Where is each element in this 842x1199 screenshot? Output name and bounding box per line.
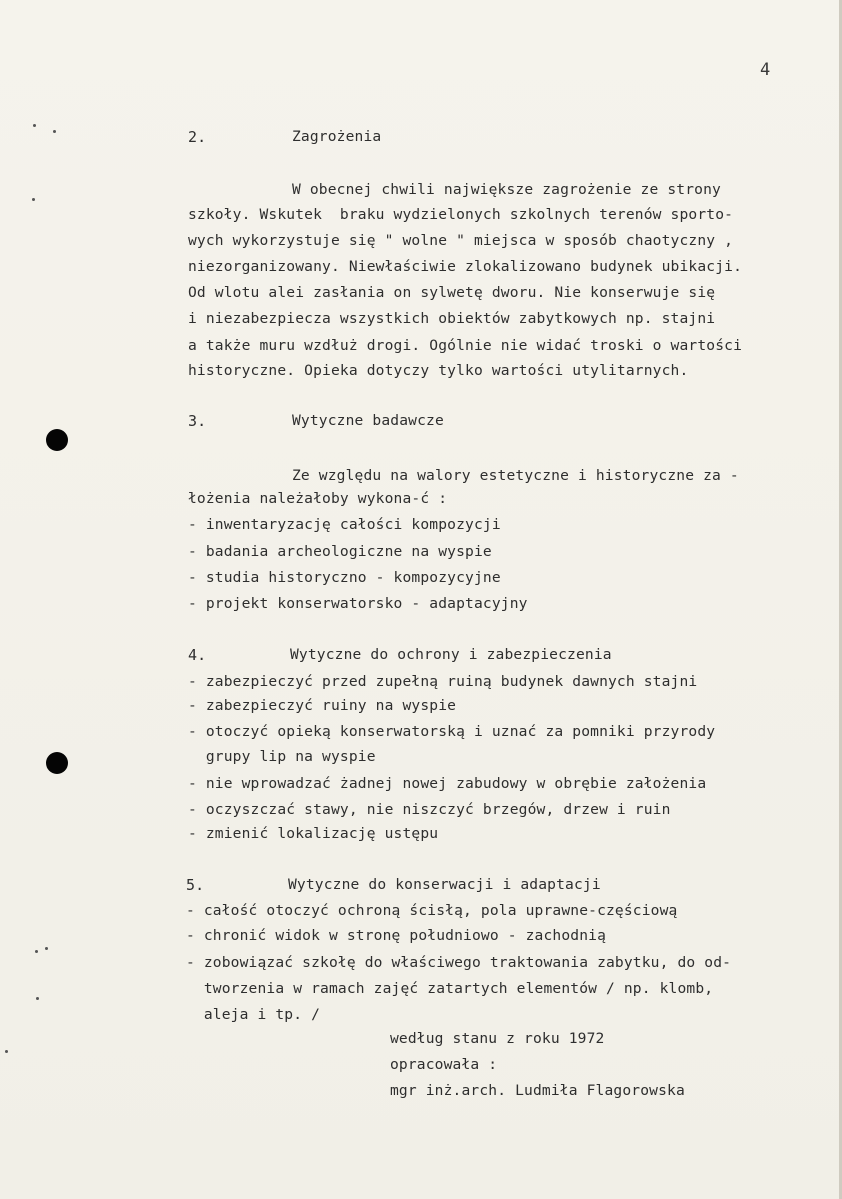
section-5-list-item: aleja i tp. / — [186, 1006, 321, 1023]
section-4-title: Wytyczne do ochrony i zabezpieczenia — [290, 646, 612, 663]
section-2-text-line: a także muru wzdłuż drogi. Ogólnie nie widać troski o wartości — [188, 337, 743, 354]
section-5-title: Wytyczne do konserwacji i adaptacji — [288, 876, 601, 893]
section-4-list-item: - zabezpieczyć ruiny na wyspie — [188, 697, 457, 714]
section-2-text-line: niezorganizowany. Niewłaściwie zlokalizowano budynek ubikacji. — [188, 258, 743, 275]
section-4-number: 4. — [188, 646, 207, 664]
section-5-list-item: - chronić widok w stronę południowo - zachodnią — [186, 927, 607, 944]
section-2-text-line: wych wykorzystuje się " wolne " miejsca w sposób chaotyczny , — [188, 232, 734, 249]
section-3-list-item: - badania archeologiczne na wyspie — [188, 543, 492, 560]
section-2-text-line: i niezabezpiecza wszystkich obiektów zabytkowych np. stajni — [188, 310, 716, 327]
signature-date-line: według stanu z roku 1972 — [390, 1030, 605, 1047]
section-3-title: Wytyczne badawcze — [292, 412, 444, 429]
section-4-list-item: - zmienić lokalizację ustępu — [188, 825, 439, 842]
section-3-number: 3. — [188, 412, 207, 430]
speck — [53, 130, 56, 133]
section-4-list-item: - zabezpieczyć przed zupełną ruiną budynek dawnych stajni — [188, 673, 698, 690]
section-4-list-item: - oczyszczać stawy, nie niszczyć brzegów, drzew i ruin — [188, 801, 671, 818]
speck — [5, 1050, 8, 1053]
section-5-list-item: - całość otoczyć ochroną ścisłą, pola uprawne-częściową — [186, 902, 678, 919]
speck — [32, 198, 35, 201]
speck — [33, 124, 36, 127]
section-5-list-item: - zobowiązać szkołę do właściwego traktowania zabytku, do od- — [186, 954, 732, 971]
section-2-number: 2. — [188, 128, 207, 146]
speck — [45, 947, 48, 950]
section-3-list-item: - projekt konserwatorsko - adaptacyjny — [188, 595, 528, 612]
section-2-text-line: Od wlotu alei zasłania on sylwetę dworu. Nie konserwuje się — [188, 284, 716, 301]
section-4-list-item: - nie wprowadzać żadnej nowej zabudowy w obrębie założenia — [188, 775, 707, 792]
punch-hole-top — [46, 429, 68, 451]
section-5-number: 5. — [186, 876, 205, 894]
section-4-list-item: - otoczyć opieką konserwatorską i uznać za pomniki przyrody — [188, 723, 716, 740]
section-2-text-line: historyczne. Opieka dotyczy tylko wartości utylitarnych. — [188, 362, 689, 379]
section-3-list-item: - inwentaryzację całości kompozycji — [188, 516, 501, 533]
signature-prepared-by: opracowała : — [390, 1056, 498, 1073]
punch-hole-bottom — [46, 752, 68, 774]
section-3-list-item: - studia historyczno - kompozycyjne — [188, 569, 501, 586]
page-number: 4 — [760, 60, 771, 80]
section-5-list-item: tworzenia w ramach zajęć zatartych elementów / np. klomb, — [186, 980, 714, 997]
signature-author: mgr inż.arch. Ludmiła Flagorowska — [390, 1082, 685, 1099]
section-2-text-line: szkoły. Wskutek braku wydzielonych szkolnych terenów sporto- — [188, 206, 734, 223]
section-3-text-line: Ze względu na walory estetyczne i historyczne za - — [292, 467, 739, 484]
section-3-text-line: łożenia należałoby wykona-ć : — [188, 490, 448, 507]
section-2-title: Zagrożenia — [292, 128, 382, 145]
section-2-text-line: W obecnej chwili największe zagrożenie ze strony — [292, 181, 721, 198]
speck — [35, 950, 38, 953]
section-4-list-item: grupy lip na wyspie — [188, 748, 376, 765]
speck — [36, 997, 39, 1000]
